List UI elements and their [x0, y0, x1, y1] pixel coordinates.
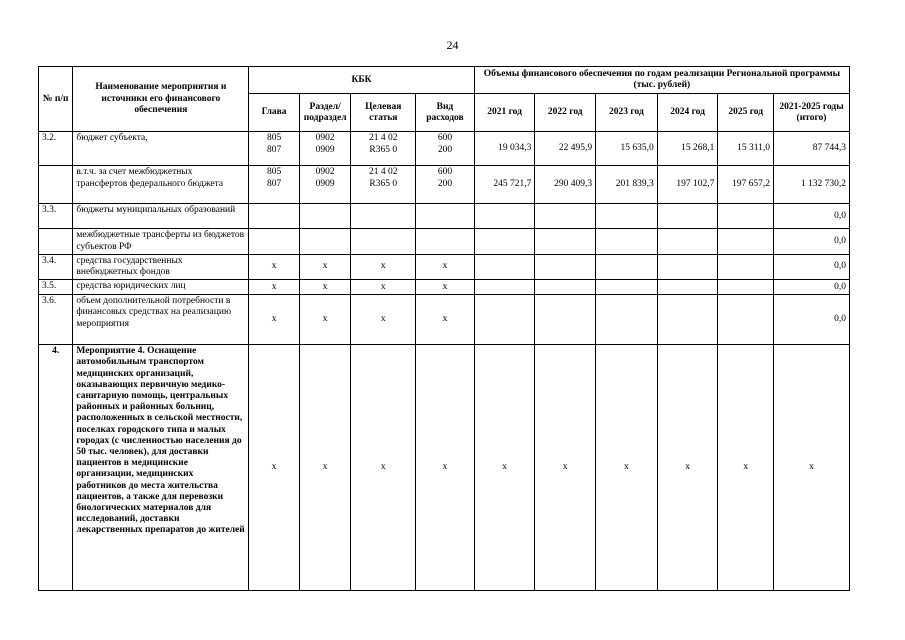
row-no: 3.3. [39, 204, 73, 229]
table-row [39, 254, 850, 279]
cell-x: х [249, 254, 300, 279]
header-glava: Глава [249, 94, 300, 132]
cell-statya: 21 4 02 R365 0 [351, 132, 416, 166]
cell-total: 1 132 730,2 [774, 166, 850, 204]
cell-2024: 15 268,1 [657, 132, 718, 166]
row-no [39, 229, 73, 254]
row-name: объем дополнительной потребности в финансовых средствах на реализацию мероприятия [73, 295, 249, 345]
table-row [39, 204, 850, 229]
table-row [39, 132, 850, 166]
cell-x: х [535, 345, 596, 591]
row-no: 3.2. [39, 132, 73, 166]
header-2025: 2025 год [718, 94, 774, 132]
cell-x: х [299, 295, 351, 345]
cell-x: х [351, 345, 416, 591]
header-no: № п/п [39, 67, 73, 132]
cell-razdel: 0902 0909 [299, 132, 351, 166]
row-no: 3.6. [39, 295, 73, 345]
table-row [39, 345, 850, 591]
financing-table [38, 66, 850, 591]
header-2024: 2024 год [657, 94, 718, 132]
cell-2023: 201 839,3 [596, 166, 658, 204]
cell-x: х [249, 295, 300, 345]
cell-x: х [299, 345, 351, 591]
row-name: средства государственных внебюджетных фондов [73, 254, 249, 279]
cell-vid: 600 200 [416, 166, 475, 204]
cell-vid: 600 200 [416, 132, 475, 166]
row-no: 4. [39, 345, 73, 591]
cell-total: 87 744,3 [774, 132, 850, 166]
header-2022: 2022 год [535, 94, 596, 132]
cell-2024: 197 102,7 [657, 166, 718, 204]
cell-x: х [351, 254, 416, 279]
cell-x: х [474, 345, 535, 591]
table-row [39, 280, 850, 295]
row-name: межбюджетные трансферты из бюджетов субъектов РФ [73, 229, 249, 254]
cell-x: х [249, 280, 300, 295]
header-2023: 2023 год [596, 94, 658, 132]
row-name: в.т.ч. за счет межбюджетных трансфертов федерального бюджета [73, 166, 249, 204]
row-no: 3.4. [39, 254, 73, 279]
cell-glava: 805 807 [249, 166, 300, 204]
row-name: бюджеты муниципальных образований [73, 204, 249, 229]
cell-x: х [416, 295, 475, 345]
header-razdel: Раздел/ подраздел [299, 94, 351, 132]
cell-glava: 805 807 [249, 132, 300, 166]
cell-total: 0,0 [774, 229, 850, 254]
cell-total: 0,0 [774, 295, 850, 345]
cell-2023: 15 635,0 [596, 132, 658, 166]
cell-x: х [774, 345, 850, 591]
cell-x: х [249, 345, 300, 591]
header-vid: Вид расходов [416, 94, 475, 132]
cell-2022: 290 409,3 [535, 166, 596, 204]
cell-x: х [657, 345, 718, 591]
cell-x: х [718, 345, 774, 591]
table-row [39, 295, 850, 345]
cell-x: х [596, 345, 658, 591]
cell-2025: 15 311,0 [718, 132, 774, 166]
cell-total: 0,0 [774, 254, 850, 279]
row-name: средства юридических лиц [73, 280, 249, 295]
cell-2022: 22 495,9 [535, 132, 596, 166]
row-no [39, 166, 73, 204]
cell-x: х [299, 280, 351, 295]
cell-2025: 197 657,2 [718, 166, 774, 204]
cell-x: х [299, 254, 351, 279]
cell-x: х [351, 280, 416, 295]
cell-total: 0,0 [774, 280, 850, 295]
header-2021: 2021 год [474, 94, 535, 132]
cell-statya: 21 4 02 R365 0 [351, 166, 416, 204]
cell-razdel: 0902 0909 [299, 166, 351, 204]
header-statya: Целевая статья [351, 94, 416, 132]
cell-2021: 19 034,3 [474, 132, 535, 166]
cell-x: х [351, 295, 416, 345]
page-number: 24 [446, 38, 459, 52]
cell-x: х [416, 345, 475, 591]
row-name: Мероприятие 4. Оснащение автомобильным транспортом медицинских организаций, оказывающих первичную медико-санитарную помощь, центральных районных и районных больниц, расположенных в сельской местности, поселках городского типа и малых городах (с численностью населения до 50 тыс. человек), для доставки пациентов в медицинские организации, медицинских работников до места жительства пациентов, а также для перевозки биологических материалов для исследований, доставки лекарственных препаратов до жителей [73, 345, 249, 591]
table-row [39, 229, 850, 254]
row-name: бюджет субъекта, [73, 132, 249, 166]
header-kbk: КБК [249, 67, 474, 94]
cell-x: х [416, 254, 475, 279]
cell-x: х [416, 280, 475, 295]
header-name: Наименование мероприятия и источники его финансового обеспечения [73, 67, 249, 132]
table-row [39, 166, 850, 204]
cell-2021: 245 721,7 [474, 166, 535, 204]
row-no: 3.5. [39, 280, 73, 295]
header-total: 2021-2025 годы (итого) [774, 94, 850, 132]
header-volumes: Объемы финансового обеспечения по годам реализации Региональной программы (тыс. рублей) [474, 67, 849, 94]
cell-total: 0,0 [774, 204, 850, 229]
